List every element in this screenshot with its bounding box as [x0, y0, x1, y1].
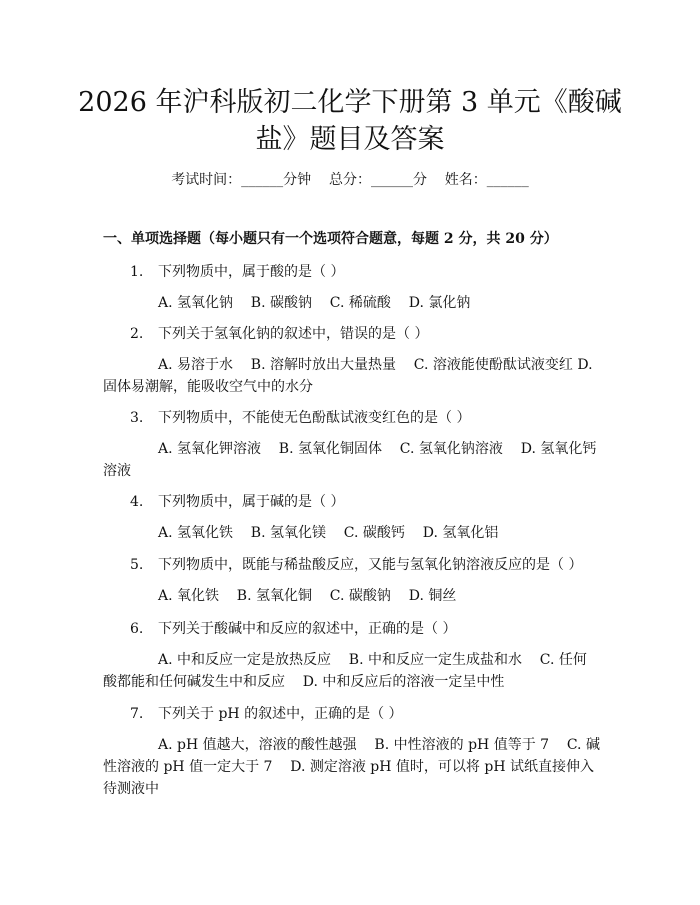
question-number: 4. [130, 494, 144, 510]
question-number: 3. [130, 410, 144, 426]
question-stem: 下列物质中，属于酸的是（ ） [158, 264, 345, 280]
question-5-options: A. 氧化铁 B. 氢氧化铜 C. 碳酸钠 D. 铜丝 [158, 588, 457, 604]
question-stem: 下列物质中，不能使无色酚酞试液变红色的是（ ） [158, 410, 471, 426]
title-line-2: 盐》题目及答案 [255, 124, 445, 155]
question-3-options: A. 氢氧化钾溶液 B. 氢氧化铜固体 C. 氢氧化钠溶液 D. 氢氧化钙溶液 [103, 441, 597, 479]
question-7-options: A. pH 值越大，溶液的酸性越强 B. 中性溶液的 pH 值等于 7 C. 碱性溶液的 pH 值一定大于 7 D. 测定溶液 pH 值时，可以将 pH 试纸直接伸入待测液中 [103, 737, 600, 797]
question-2-options: A. 易溶于水 B. 溶解时放出大量热量 C. 溶液能使酚酞试液变红 D. 固体易潮解，能吸收空气中的水分 [103, 357, 597, 395]
question-1-options: A. 氢氧化钠 B. 碳酸钠 C. 稀硫酸 D. 氯化钠 [158, 295, 471, 311]
question-6-options: A. 中和反应一定是放热反应 B. 中和反应一定生成盐和水 C. 任何酸都能和任何碱发生中和反应 D. 中和反应后的溶液一定呈中性 [103, 652, 587, 690]
section-heading: 一、单项选择题（每小题只有一个选项符合题意，每题 2 分，共 20 分） [103, 231, 558, 247]
question-number: 5. [130, 557, 144, 573]
question-stem: 下列物质中，既能与稀盐酸反应，又能与氢氧化钠溶液反应的是（ ） [158, 557, 583, 573]
question-number: 1. [130, 264, 144, 280]
question-stem: 下列关于氢氧化钠的叙述中，错误的是（ ） [158, 326, 429, 342]
question-number: 6. [130, 621, 144, 637]
question-stem: 下列物质中，属于碱的是（ ） [158, 494, 345, 510]
title-line-1: 2026 年沪科版初二化学下册第 3 单元《酸碱 [78, 87, 622, 118]
question-stem: 下列关于酸碱中和反应的叙述中，正确的是（ ） [158, 621, 457, 637]
question-stem: 下列关于 pH 的叙述中，正确的是（ ） [158, 706, 403, 722]
question-number: 7. [130, 706, 144, 722]
exam-meta-line: 考试时间：______分钟 总分：______分 姓名：______ [171, 172, 529, 188]
page-title [70, 84, 630, 158]
question-number: 2. [130, 326, 144, 342]
question-4-options: A. 氢氧化铁 B. 氢氧化镁 C. 碳酸钙 D. 氢氧化铝 [158, 525, 499, 541]
